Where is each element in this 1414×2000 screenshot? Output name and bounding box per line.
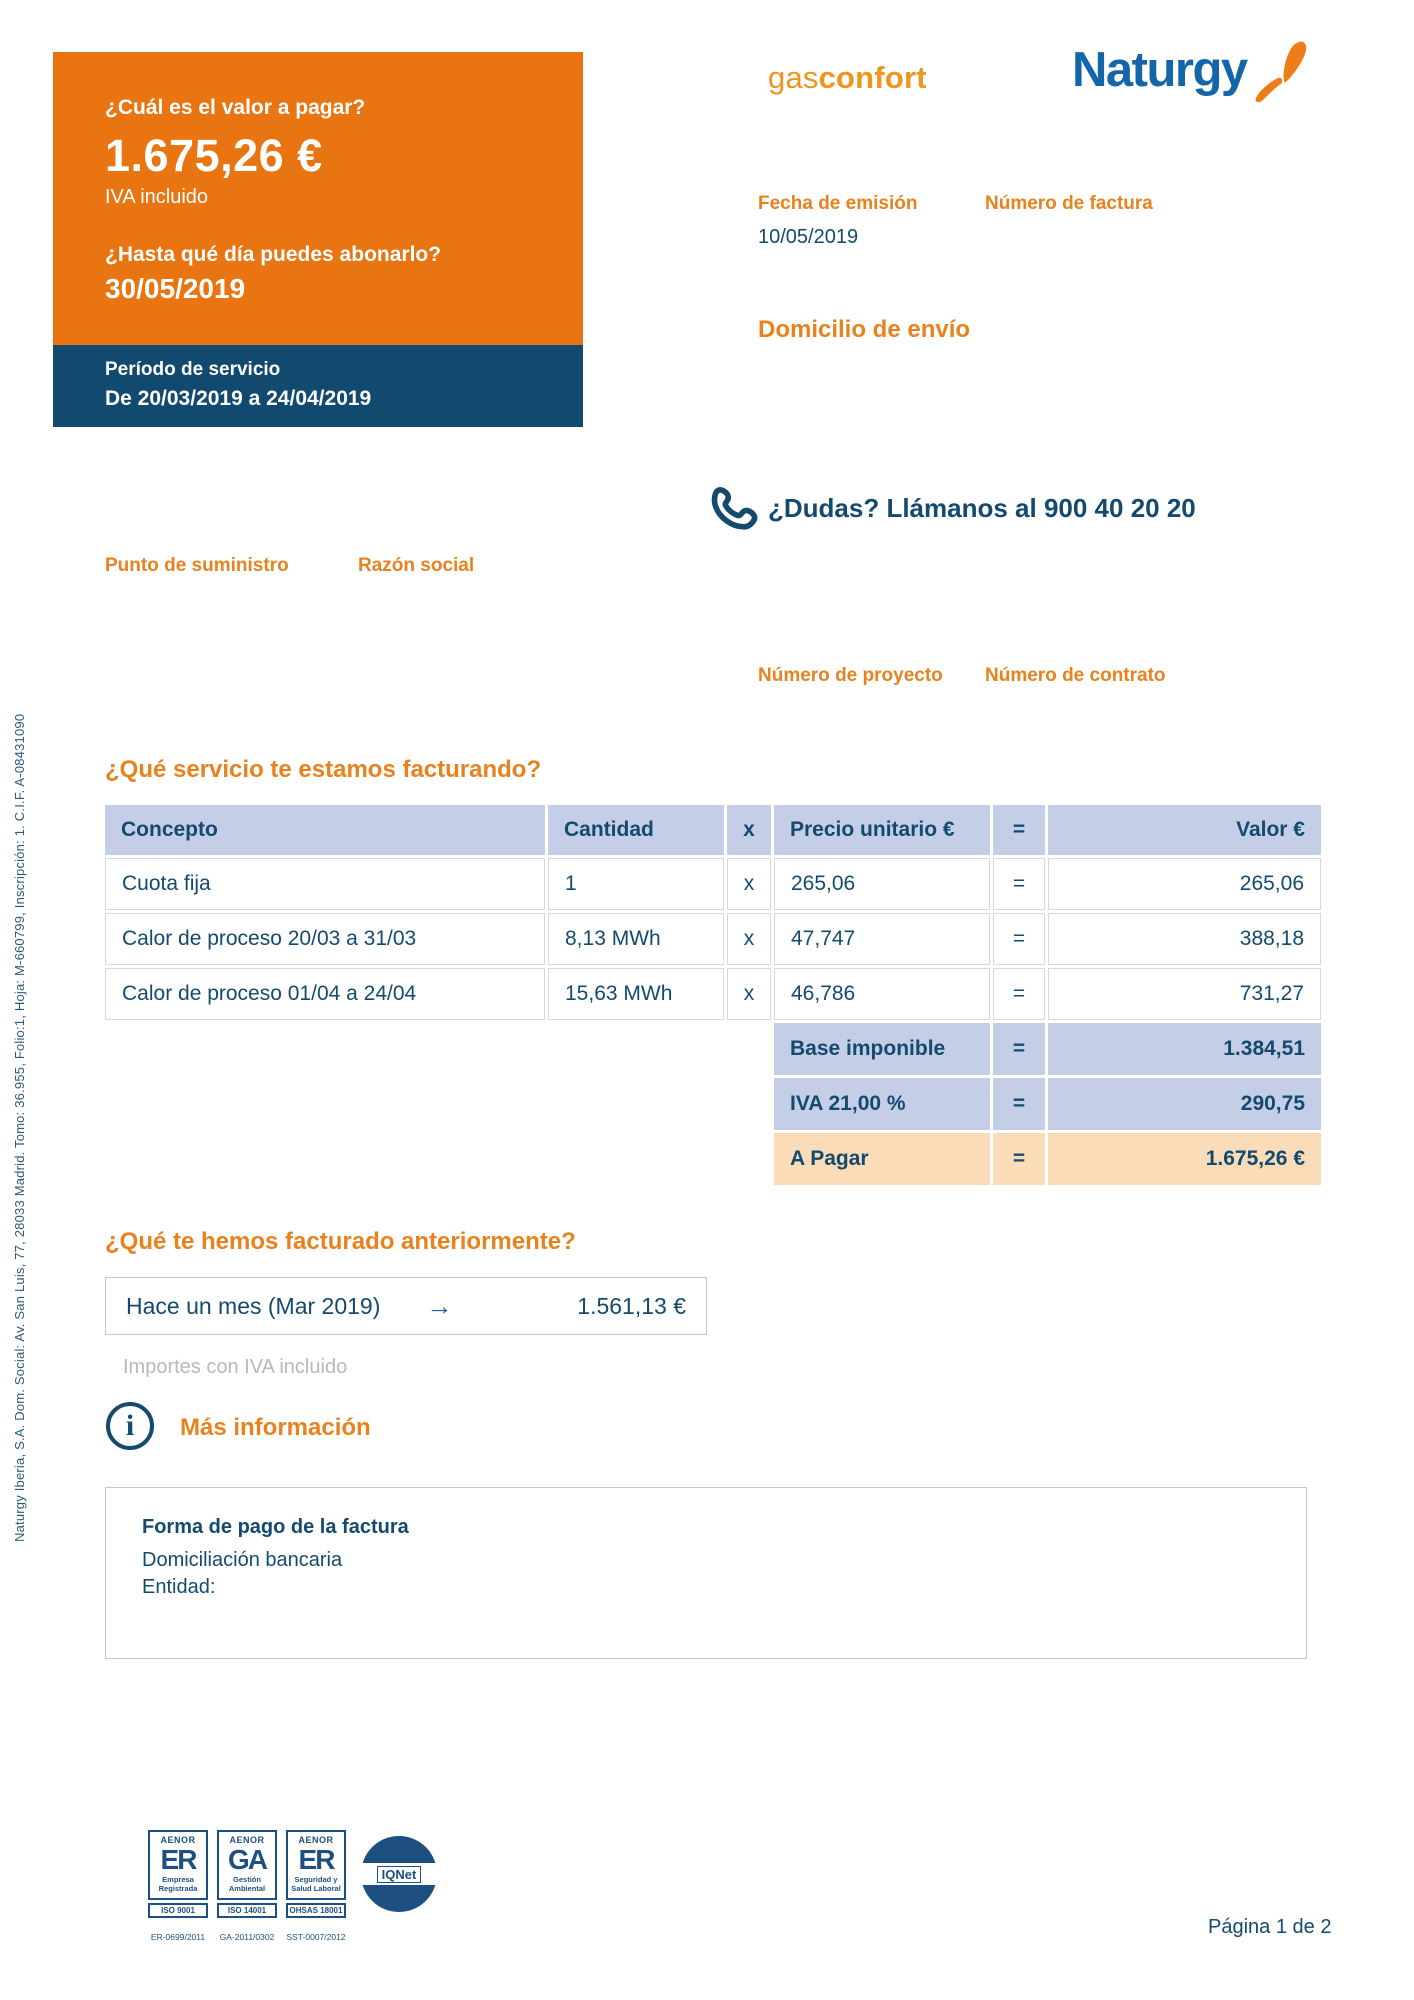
naturgy-butterfly-icon — [1251, 38, 1315, 108]
table-row-unit-price: 265,06 — [774, 858, 990, 910]
badge-standard: ISO 14001 — [217, 1903, 277, 1918]
summary-label-total: A Pagar — [774, 1133, 990, 1185]
badge-cert-number: SST-0007/2012 — [286, 1931, 346, 1942]
aenor-ga-icon: GA — [228, 1844, 266, 1875]
history-row-value: 1.561,13 € — [577, 1292, 686, 1319]
issue-date-value: 10/05/2019 — [758, 226, 859, 248]
service-period-label: Período de servicio — [105, 359, 281, 380]
payment-entity-label: Entidad: — [142, 1576, 216, 1598]
table-row-equals: = — [993, 858, 1045, 910]
company-legal-fineprint: Naturgy Iberia, S.A. Dom. Social: Av. San Luis, 77, 28033 Madrid. Tomo: 36.955, Folio:1, Hoja: M-660799, Inscripción: 1. C.I.F. A-08431090 — [12, 713, 27, 1542]
invoice-number-label: Número de factura — [985, 193, 1153, 214]
col-header-quantity: Cantidad — [548, 805, 724, 855]
aenor-label: AENOR — [229, 1835, 265, 1845]
more-info-title: Más información — [180, 1414, 371, 1441]
iqnet-seal-icon — [361, 1836, 437, 1912]
badge-name: Empresa Registrada — [158, 1875, 198, 1894]
summary-equals: = — [993, 1133, 1045, 1185]
summary-equals: = — [993, 1023, 1045, 1075]
col-header-unit-price: Precio unitario € — [774, 805, 990, 855]
billing-section-title: ¿Qué servicio te estamos facturando? — [105, 756, 542, 783]
aenor-badge-ohsas18001 — [286, 1830, 346, 1942]
table-row-value: 265,06 — [1048, 858, 1321, 910]
gasconfort-logo — [768, 60, 927, 96]
certifications-row — [148, 1830, 437, 1942]
col-header-concept: Concepto — [105, 805, 545, 855]
table-row-unit-price: 47,747 — [774, 913, 990, 965]
col-header-equals: = — [993, 805, 1045, 855]
summary-value-total: 1.675,26 € — [1048, 1133, 1321, 1185]
badge-cert-number: GA-2011/0302 — [219, 1931, 275, 1942]
vat-included-note: IVA incluido — [105, 186, 209, 208]
badge-cert-number: ER-0699/2011 — [150, 1931, 206, 1942]
payment-method-value: Domiciliación bancaria — [142, 1549, 343, 1571]
service-period-range: De 20/03/2019 a 24/04/2019 — [105, 387, 372, 410]
gasconfort-logo-confort: confort — [818, 60, 927, 95]
naturgy-logo — [1072, 44, 1315, 108]
project-number-label: Número de proyecto — [758, 665, 943, 686]
due-date-question-label: ¿Hasta qué día puedes abonarlo? — [105, 243, 442, 266]
history-section-title: ¿Qué te hemos facturado anteriormente? — [105, 1228, 576, 1255]
col-header-times: x — [727, 805, 771, 855]
aenor-label: AENOR — [298, 1835, 334, 1845]
contract-number-label: Número de contrato — [985, 665, 1166, 686]
aenor-label: AENOR — [160, 1835, 196, 1845]
badge-standard: ISO 9001 — [148, 1903, 208, 1918]
arrow-right-icon: → — [426, 1290, 453, 1321]
table-row-quantity: 8,13 MWh — [548, 913, 724, 965]
summary-label-iva: IVA 21,00 % — [774, 1078, 990, 1130]
contact-phone-text: ¿Dudas? Llámanos al 900 40 20 20 — [768, 492, 1196, 523]
table-row-concept: Calor de proceso 01/04 a 24/04 — [105, 968, 545, 1020]
summary-label-base: Base imponible — [774, 1023, 990, 1075]
badge-name: Seguridad y Salud Laboral — [291, 1875, 341, 1894]
gasconfort-logo-gas: gas — [768, 60, 819, 95]
amount-due-panel — [53, 52, 583, 345]
naturgy-wordmark: Naturgy — [1072, 43, 1247, 97]
aenor-badge-iso14001 — [217, 1830, 277, 1942]
due-date-value: 30/05/2019 — [105, 273, 246, 304]
table-row-concept: Cuota fija — [105, 858, 545, 910]
badge-standard: OHSAS 18001 — [286, 1903, 346, 1918]
payment-method-title: Forma de pago de la factura — [142, 1516, 409, 1538]
table-row-equals: = — [993, 968, 1045, 1020]
table-row-unit-price: 46,786 — [774, 968, 990, 1020]
amount-question-label: ¿Cuál es el valor a pagar? — [105, 96, 366, 119]
issue-date-label: Fecha de emisión — [758, 193, 918, 214]
company-name-label: Razón social — [358, 555, 475, 576]
table-row-quantity: 15,63 MWh — [548, 968, 724, 1020]
info-icon-letter: i — [125, 1409, 135, 1442]
table-row-value: 388,18 — [1048, 913, 1321, 965]
summary-value-iva: 290,75 — [1048, 1078, 1321, 1130]
aenor-badge-iso9001 — [148, 1830, 208, 1942]
phone-icon — [710, 478, 758, 538]
aenor-er-icon: ER — [298, 1844, 334, 1875]
amount-due-value: 1.675,26 € — [105, 130, 323, 181]
history-row-label: Hace un mes (Mar 2019) — [126, 1292, 381, 1319]
payment-method-panel — [105, 1487, 1307, 1659]
table-row-equals: = — [993, 913, 1045, 965]
contact-phone-row — [710, 478, 1196, 538]
table-row-value: 731,27 — [1048, 968, 1321, 1020]
table-row-concept: Calor de proceso 20/03 a 31/03 — [105, 913, 545, 965]
aenor-er-icon: ER — [160, 1844, 196, 1875]
badge-name: Gestión Ambiental — [228, 1875, 266, 1894]
history-row — [105, 1277, 707, 1335]
table-row-quantity: 1 — [548, 858, 724, 910]
col-header-value: Valor € — [1048, 805, 1321, 855]
billing-table — [105, 805, 1321, 1185]
supply-point-label: Punto de suministro — [105, 555, 289, 576]
iqnet-label: IQNet — [377, 1866, 422, 1883]
info-icon — [106, 1402, 154, 1450]
shipping-address-label: Domicilio de envío — [758, 316, 971, 343]
summary-value-base: 1.384,51 — [1048, 1023, 1321, 1075]
table-row-times: x — [727, 913, 771, 965]
table-row-times: x — [727, 858, 771, 910]
service-period-panel — [53, 345, 583, 427]
page-indicator: Página 1 de 2 — [1208, 1916, 1332, 1938]
summary-equals: = — [993, 1078, 1045, 1130]
table-row-times: x — [727, 968, 771, 1020]
history-vat-note: Importes con IVA incluido — [123, 1356, 348, 1378]
